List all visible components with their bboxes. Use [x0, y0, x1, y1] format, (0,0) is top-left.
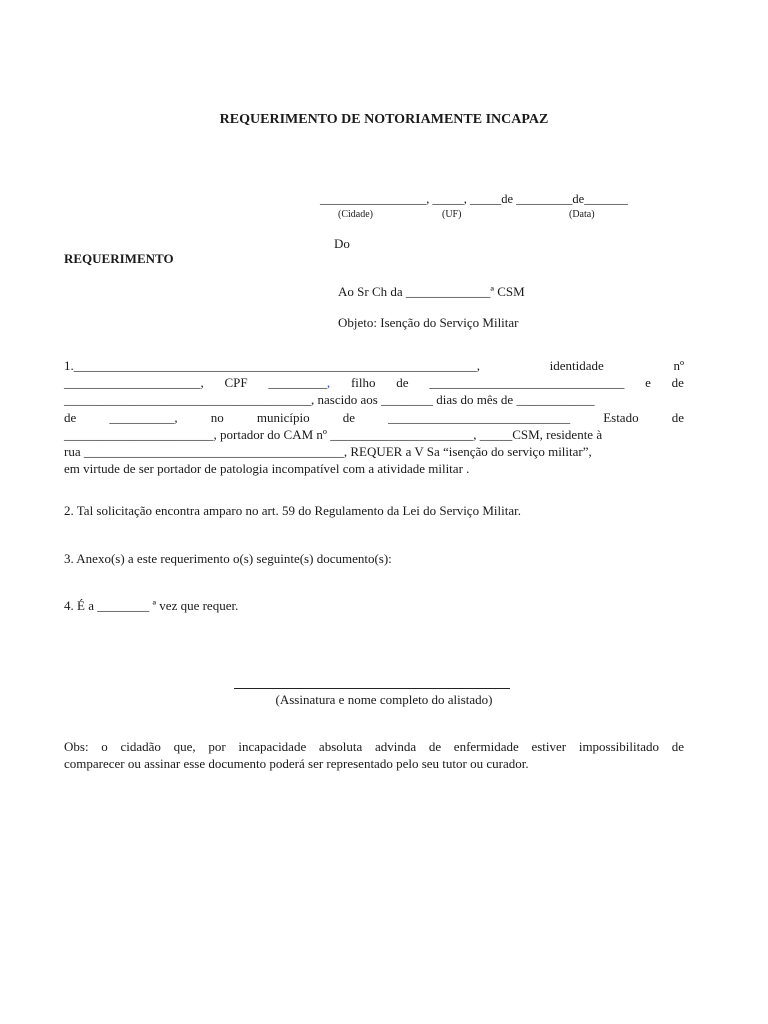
p1-word: ______________________________ [429, 375, 625, 391]
p1-word: no [210, 409, 224, 425]
obs-word: de [671, 739, 684, 754]
date-line: _________________, _____, _____de _________de_______ [320, 192, 628, 206]
p1-word: de [64, 409, 77, 425]
paragraph-2: 2. Tal solicitação encontra amparo no art. 59 do Regulamento da Lei do Serviço Militar. [64, 503, 521, 518]
p1-word: município [256, 409, 310, 425]
paragraph-1-line-4 [64, 409, 684, 426]
observation-note [64, 738, 684, 772]
p1-word: _____________________, [64, 375, 204, 391]
p1-word: de [671, 409, 684, 425]
p1-word: e [645, 375, 651, 391]
p1-word: filho [350, 375, 376, 391]
cpf-blank: _________ [268, 375, 327, 391]
obs-word: que, [173, 739, 196, 754]
addressee-line: Ao Sr Ch da _____________ª CSM [338, 284, 525, 299]
obs-word: estiver [531, 739, 567, 754]
obs-line-1 [64, 738, 684, 755]
obs-word: advinda [374, 739, 417, 754]
obs-word: de [428, 739, 442, 754]
do-label: Do [334, 236, 350, 251]
p1-word: Estado [603, 409, 639, 425]
obs-word: enfermidade [453, 739, 519, 754]
paragraph-1-line-3: ______________________________________, nascido aos ________ dias do mês de ____________ [64, 392, 595, 408]
paragraph-4: 4. É a ________ ª vez que requer. [64, 598, 239, 613]
signature-label: (Assinatura e nome completo do alistado) [275, 692, 493, 707]
p1-word: de [671, 375, 684, 391]
obs-word: incapacidade [238, 739, 307, 754]
obs-word: Obs: [64, 739, 89, 754]
p1-word: 1.______________________________________________________________, [64, 358, 480, 373]
cpf-comma: , [326, 375, 331, 391]
p1-word: nº [673, 358, 684, 373]
paragraph-1-line-5: _______________________, portador do CAM nº ______________________, _____CSM, residente à [64, 426, 603, 442]
p1-word: __________, [109, 409, 178, 425]
p1-word: de [396, 375, 409, 391]
p1-word: identidade [549, 358, 604, 373]
obs-word: por [208, 739, 226, 754]
paragraph-1-line-7: em virtude de ser portador de patologia incompatível com a atividade militar . [64, 461, 470, 477]
obs-word: impossibilitado [578, 739, 659, 754]
obs-line-2: comparecer ou assinar esse documento poderá ser representado pelo seu tutor ou curador. [64, 756, 529, 771]
paragraph-1-line-6: rua ________________________________________, REQUER a V Sa “isenção do serviço militar”, [64, 444, 592, 460]
p1-word: CPF [224, 375, 248, 391]
signature-line [234, 688, 510, 689]
obs-word: o [101, 739, 108, 754]
obs-word: cidadão [120, 739, 161, 754]
paragraph-1-line-2 [64, 374, 684, 391]
obs-word: absoluta [318, 739, 363, 754]
p1-word: ____________________________ [388, 409, 571, 425]
cpf-field [268, 374, 330, 391]
paragraph-1 [64, 357, 684, 477]
paragraph-1-line-1 [64, 357, 684, 374]
requerimento-heading: REQUERIMENTO [64, 251, 174, 266]
p1-word: de [342, 409, 355, 425]
date-label-uf: (UF) [442, 209, 462, 220]
date-label-cidade: (Cidade) [338, 209, 373, 220]
objeto-line: Objeto: Isenção do Serviço Militar [338, 315, 519, 330]
date-label-data: (Data) [569, 209, 595, 220]
paragraph-3: 3. Anexo(s) a este requerimento o(s) seguinte(s) documento(s): [64, 551, 392, 566]
document-title: REQUERIMENTO DE NOTORIAMENTE INCAPAZ [219, 112, 549, 127]
